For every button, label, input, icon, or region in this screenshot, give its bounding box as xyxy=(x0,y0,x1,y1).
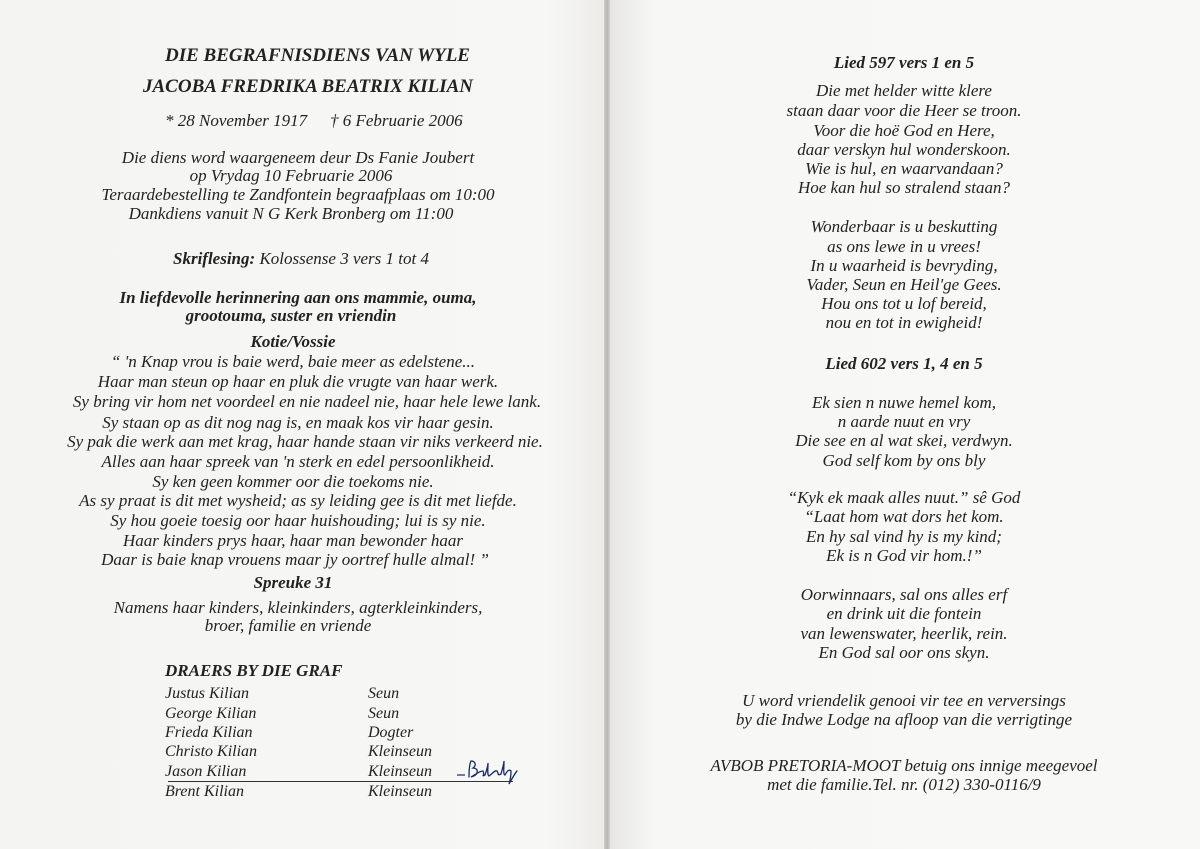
from-line: broer, familie en vriende xyxy=(204,616,372,635)
hymn-1-line: Wonderbaar is u beskutting xyxy=(810,217,998,236)
hymn-2-line: Die see en al wat skei, verdwyn. xyxy=(795,431,1013,450)
bearer-role: Kleinseun xyxy=(368,783,432,800)
bearer-name: Christo Kilian xyxy=(165,743,258,760)
handwritten-signature xyxy=(455,757,535,785)
memory-line: grootouma, suster en vriendin xyxy=(185,306,397,325)
hymn-2-line: God self kom by ons bly xyxy=(822,451,986,470)
verse-line: Daar is baie knap vrouens maar jy oortref hulle almal! ” xyxy=(101,550,489,569)
avbob-line: AVBOB PRETORIA-MOOT betuig ons innige meegevoel xyxy=(710,756,1098,775)
birth-date: * 28 November 1917 xyxy=(165,111,308,130)
verse-line: “ 'n Knap vrou is baie werd, baie meer as edelstene... xyxy=(110,352,476,371)
nickname: Kotie/Vossie xyxy=(250,332,336,351)
from-line: Namens haar kinders, kleinkinders, agterkleinkinders, xyxy=(113,598,483,617)
hymn-1-line: nou en tot in ewigheid! xyxy=(825,313,983,332)
hymn-2-line: Ek is n God vir hom.!” xyxy=(826,546,982,565)
verse-line: Haar kinders prys haar, haar man bewonder haar xyxy=(123,531,463,550)
bearer-name: Jason Kilian xyxy=(165,763,247,780)
hymn-2-line: n aarde nuut en vry xyxy=(837,412,971,431)
bearers-heading: DRAERS BY DIE GRAF xyxy=(165,661,343,680)
hymn-1-line: Die met helder witte klere xyxy=(816,81,992,100)
hymn-1-line: Vader, Seun en Heil'ge Gees. xyxy=(806,275,1002,294)
service-line: Dankdiens vanuit N G Kerk Bronberg om 11:00 xyxy=(128,204,454,223)
hymn-2-line: Ek sien n nuwe hemel kom, xyxy=(811,393,997,412)
hymn-2-line: en drink uit die fontein xyxy=(826,604,982,623)
verse-line: Sy staan op as dit nog nag is, en maak kos vir haar gesin. xyxy=(102,413,494,432)
service-line: Die diens word waargeneem deur Ds Fanie Joubert xyxy=(121,148,475,167)
service-line: Teraardebestelling te Zandfontein begraafplaas om 10:00 xyxy=(101,185,495,204)
hymn-1-line: as ons lewe in u vrees! xyxy=(827,237,981,256)
reading-text: Kolossense 3 vers 1 tot 4 xyxy=(259,249,429,268)
verse-line: Sy hou goeie toesig oor haar huishouding; lui is sy nie. xyxy=(110,511,486,530)
hymn-2-title: Lied 602 vers 1, 4 en 5 xyxy=(825,354,983,373)
hymn-2-line: Oorwinnaars, sal ons alles erf xyxy=(800,585,1008,604)
hymn-1-line: In u waarheid is bevryding, xyxy=(810,256,998,275)
hymn-2-line: En God sal oor ons skyn. xyxy=(818,643,990,662)
hymn-2-line: van lewenswater, heerlik, rein. xyxy=(800,624,1008,643)
bearer-name: George Kilian xyxy=(165,705,257,722)
title-line-1: DIE BEGRAFNISDIENS VAN WYLE xyxy=(165,45,470,66)
hymn-2-line: En hy sal vind hy is my kind; xyxy=(806,527,1002,546)
hymn-1-line: Voor die hoë God en Here, xyxy=(813,121,995,140)
bearer-name: Frieda Kilian xyxy=(165,724,253,741)
verse-line: Sy pak die werk aan met krag, haar hande staan vir niks verkeerd nie. xyxy=(67,432,543,451)
hymn-1-title: Lied 597 vers 1 en 5 xyxy=(833,53,975,72)
hymn-1-line: Hoe kan hul so stralend staan? xyxy=(797,178,1011,197)
death-date: † 6 Februarie 2006 xyxy=(330,111,463,130)
bearer-role: Seun xyxy=(368,705,400,722)
hymn-2-line: “Kyk ek maak alles nuut.” sê God xyxy=(787,488,1021,507)
verse-line: Alles aan haar spreek van 'n sterk en edel persoonlikheid. xyxy=(101,452,495,471)
memory-line: In liefdevolle herinnering aan ons mammie, ouma, xyxy=(119,288,477,307)
verse-line: Sy ken geen kommer oor die toekoms nie. xyxy=(152,472,434,491)
verse-reference: Spreuke 31 xyxy=(253,573,333,592)
verse-line: As sy praat is dit met wysheid; as sy leiding gee is dit met liefde. xyxy=(79,491,517,510)
bearer-role: Seun xyxy=(368,685,400,702)
hymn-1-line: Wie is hul, en waarvandaan? xyxy=(805,159,1003,178)
bearer-role: Kleinseun xyxy=(368,743,432,760)
bearer-name: Justus Kilian xyxy=(165,685,250,702)
invite-line: by die Indwe Lodge na afloop van die verrigtinge xyxy=(735,710,1073,729)
hymn-1-line: staan daar voor die Heer se troon. xyxy=(786,101,1022,120)
reading-label: Skriflesing: xyxy=(173,249,256,268)
invite-line: U word vriendelik genooi vir tee en verversings xyxy=(742,691,1066,710)
title-line-2: JACOBA FREDRIKA BEATRIX KILIAN xyxy=(143,76,473,97)
service-line: op Vrydag 10 Februarie 2006 xyxy=(189,166,393,185)
bearer-name: Brent Kilian xyxy=(165,783,244,800)
reading xyxy=(173,249,429,269)
bearer-role: Dogter xyxy=(368,724,414,741)
hymn-2-line: “Laat hom wat dors het kom. xyxy=(804,507,1004,526)
verse-line: Sy bring vir hom net voordeel en nie nadeel nie, haar hele lewe lank. xyxy=(72,392,542,411)
avbob-line: met die familie.Tel. nr. (012) 330-0116/9 xyxy=(767,775,1041,794)
hymn-1-line: Hou ons tot u lof bereid, xyxy=(821,294,987,313)
bearer-role: Kleinseun xyxy=(368,763,432,780)
hymn-1-line: daar verskyn hul wonderskoon. xyxy=(797,140,1011,159)
verse-line: Haar man steun op haar en pluk die vrugte van haar werk. xyxy=(97,372,499,391)
